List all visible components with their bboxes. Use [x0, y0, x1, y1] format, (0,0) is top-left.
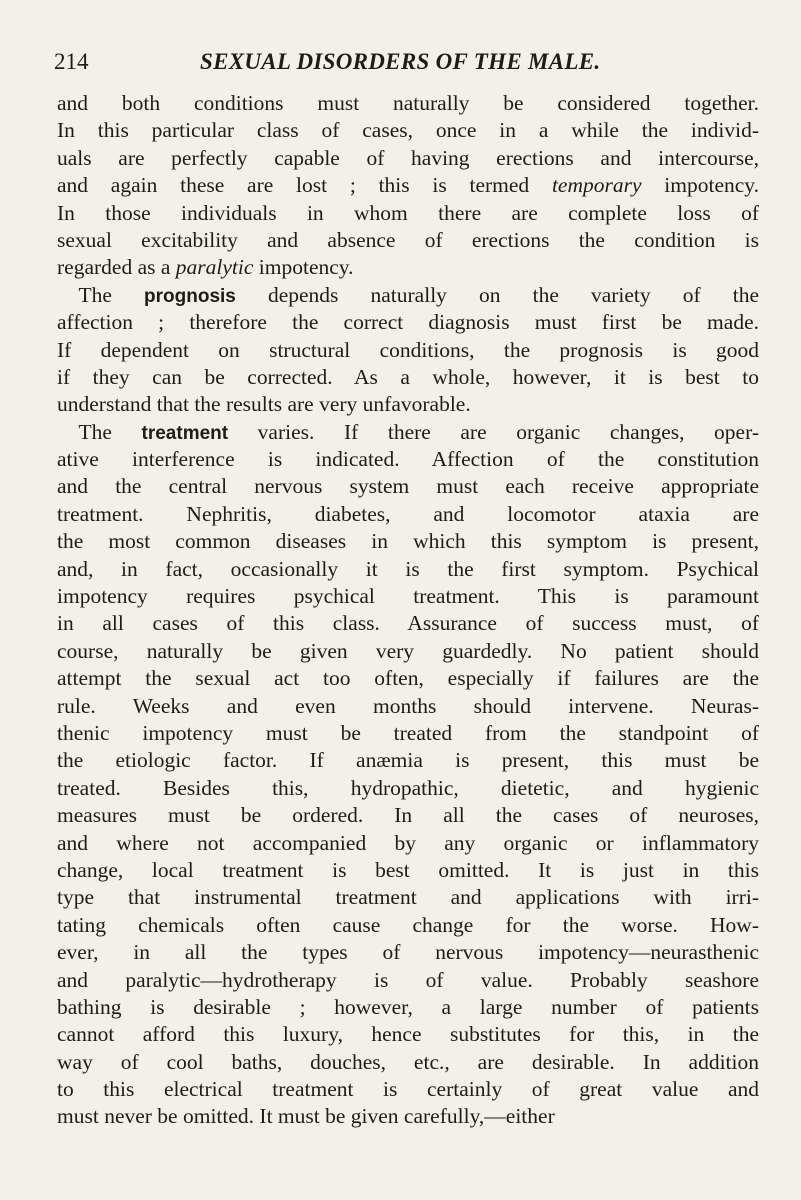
text-line: to this electrical treatment is certainly of great value and — [57, 1077, 759, 1102]
text-line: and again these are lost ; this is termed temporary impotency. — [57, 173, 759, 198]
text-line: measures must be ordered. In all the cases of neuroses, — [57, 803, 759, 828]
text-line: tating chemicals often cause change for the worse. How- — [57, 912, 759, 937]
text-line: and the central nervous system must each receive appropriate — [57, 474, 759, 499]
text-line: treated. Besides this, hydropathic, dietetic, and hygienic — [57, 775, 759, 800]
text-line: uals are perfectly capable of having erections and intercourse, — [57, 145, 759, 170]
text-line: change, local treatment is best omitted. It is just in this — [57, 857, 759, 882]
text-line: must never be omitted. It must be given carefully,—either — [57, 1104, 555, 1129]
page-header — [54, 46, 754, 78]
text-line: treatment. Nephritis, diabetes, and locomotor ataxia are — [57, 501, 759, 526]
text-line: attempt the sexual act too often, especially if failures are the — [57, 666, 759, 691]
text-line: sexual excitability and absence of erections the condition is — [57, 227, 759, 252]
text-line: impotency requires psychical treatment. This is paramount — [57, 584, 759, 609]
text-line: thenic impotency must be treated from the standpoint of — [57, 720, 759, 745]
text-line: if they can be corrected. As a whole, however, it is best to — [57, 364, 759, 389]
text-line: the most common diseases in which this symptom is present, — [57, 529, 759, 554]
text-line: and where not accompanied by any organic or inflammatory — [57, 830, 759, 855]
emphasis-temporary: temporary — [551, 173, 642, 198]
text-line: ative interference is indicated. Affection of the constitution — [57, 447, 759, 472]
text-line: affection ; therefore the correct diagnosis must first be made. — [57, 310, 759, 335]
text-line: If dependent on structural conditions, the prognosis is good — [57, 337, 759, 362]
text-line: bathing is desirable ; however, a large number of patients — [57, 994, 759, 1019]
page-number: 214 — [54, 49, 89, 74]
text-line: cannot afford this luxury, hence substitutes for this, in the — [57, 1022, 759, 1047]
text-line: The treatment varies. If there are organic changes, oper- — [78, 419, 759, 444]
text-line: regarded as a paralytic impotency. — [57, 255, 354, 280]
text-line: and, in fact, occasionally it is the first symptom. Psychical — [57, 556, 759, 581]
text-line: and both conditions must naturally be considered together. — [57, 91, 759, 115]
text-line: course, naturally be given very guardedly. No patient should — [57, 638, 759, 663]
text-line: way of cool baths, douches, etc., are desirable. In addition — [57, 1049, 759, 1074]
term-treatment: treatment — [141, 422, 229, 444]
body-text — [57, 90, 759, 1131]
emphasis-paralytic: paralytic — [175, 255, 254, 280]
text-line: and paralytic—hydrotherapy is of value. Probably seashore — [57, 967, 759, 992]
text-line: ever, in all the types of nervous impotency—neurasthenic — [57, 940, 759, 965]
text-line: understand that the results are very unfavorable. — [57, 392, 471, 417]
text-line: In those individuals in whom there are complete loss of — [57, 200, 759, 225]
text-line: The prognosis depends naturally on the variety of the — [78, 282, 759, 307]
text-line: in all cases of this class. Assurance of success must, of — [57, 611, 759, 636]
text-line: type that instrumental treatment and applications with irri- — [57, 885, 759, 910]
text-line: In this particular class of cases, once in a while the individ- — [57, 118, 759, 143]
text-line: rule. Weeks and even months should intervene. Neuras- — [57, 693, 759, 718]
running-head: SEXUAL DISORDERS OF THE MALE. — [200, 49, 601, 74]
term-prognosis: prognosis — [144, 285, 236, 307]
text-line: the etiologic factor. If anæmia is present, this must be — [57, 748, 759, 773]
